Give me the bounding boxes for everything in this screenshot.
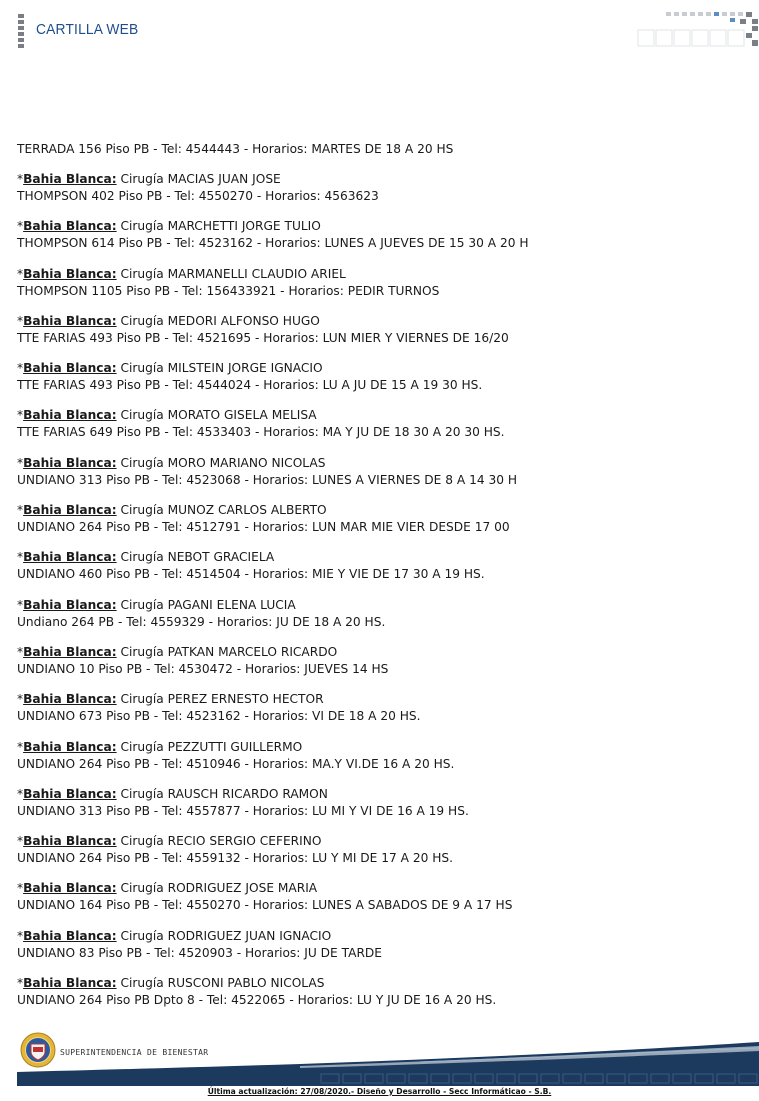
entry-continuation: TERRADA 156 Piso PB - Tel: 4544443 - Horarios: MARTES DE 18 A 20 HS — [17, 142, 454, 156]
entry-detail: UNDIANO 264 Piso PB - Tel: 4510946 - Horarios: MA.Y VI.DE 16 A 20 HS. — [17, 756, 455, 771]
entry-detail: UNDIANO 10 Piso PB - Tel: 4530472 - Horarios: JUEVES 14 HS — [17, 661, 389, 676]
entry-title — [17, 407, 747, 424]
entry-name: Cirugía MORATO GISELA MELISA — [116, 408, 317, 423]
list-item — [17, 880, 747, 914]
entry-name: Cirugía MUNOZ CARLOS ALBERTO — [116, 503, 327, 518]
entry-city: Bahia Blanca: — [23, 597, 117, 612]
entry-prefix: * — [17, 266, 24, 281]
entry-city: Bahia Blanca: — [23, 976, 117, 991]
list-item — [17, 691, 747, 725]
list-item — [17, 975, 747, 1009]
entry-title — [17, 597, 747, 614]
entry-prefix: * — [17, 928, 24, 943]
entry-name: Cirugía NEBOT GRACIELA — [116, 550, 275, 565]
entries-list — [17, 141, 747, 1022]
entry-title — [17, 360, 747, 377]
entry-title — [17, 218, 747, 235]
entry-city: Bahia Blanca: — [23, 881, 117, 896]
entry-prefix: * — [17, 455, 24, 470]
entry-title — [17, 975, 747, 992]
entry-name: Cirugía RECIO SERGIO CEFERINO — [116, 834, 322, 849]
entry-title — [17, 549, 747, 566]
footer-org-name: SUPERINTENDENCIA DE BIENESTAR — [60, 1048, 209, 1057]
entry-prefix: * — [17, 408, 24, 423]
entry-name: Cirugía MORO MARIANO NICOLAS — [116, 455, 326, 470]
entry-title — [17, 644, 747, 661]
entry-city: Bahia Blanca: — [23, 408, 117, 423]
entry-prefix: * — [17, 692, 24, 707]
entry-detail: UNDIANO 264 Piso PB - Tel: 4512791 - Horarios: LUN MAR MIE VIER DESDE 17 00 — [17, 520, 510, 535]
entry-title — [17, 833, 747, 850]
entry-detail: UNDIANO 264 Piso PB Dpto 8 - Tel: 4522065 - Horarios: LU Y JU DE 16 A 20 HS. — [17, 993, 497, 1008]
entry-city: Bahia Blanca: — [23, 503, 117, 518]
entry-title — [17, 313, 747, 330]
entry-prefix: * — [17, 786, 24, 801]
entry-prefix: * — [17, 597, 24, 612]
entry-name: Cirugía PEZZUTTI GUILLERMO — [116, 739, 303, 754]
page-title: CARTILLA WEB — [36, 21, 139, 38]
entry-title — [17, 502, 747, 519]
corner-grid-icon — [636, 12, 759, 48]
entry-title — [17, 739, 747, 756]
entry-prefix: * — [17, 976, 24, 991]
list-item — [17, 218, 747, 252]
entry-detail: UNDIANO 264 Piso PB - Tel: 4559132 - Horarios: LU Y MI DE 17 A 20 HS. — [17, 851, 454, 866]
entry-city: Bahia Blanca: — [23, 455, 117, 470]
entry-detail: UNDIANO 673 Piso PB - Tel: 4523162 - Horarios: VI DE 18 A 20 HS. — [17, 709, 421, 724]
entry-prefix: * — [17, 550, 24, 565]
list-item — [17, 266, 747, 300]
list-item — [17, 833, 747, 867]
entry-name: Cirugía MARCHETTI JORGE TULIO — [116, 219, 321, 234]
entry-prefix: * — [17, 361, 24, 376]
entry-title — [17, 171, 747, 188]
entry-detail: UNDIANO 313 Piso PB - Tel: 4557877 - Horarios: LU MI Y VI DE 16 A 19 HS. — [17, 803, 469, 818]
list-item — [17, 313, 747, 347]
entry-detail: Undiano 264 PB - Tel: 4559329 - Horarios: JU DE 18 A 20 HS. — [17, 614, 386, 629]
entry-title — [17, 880, 747, 897]
entry-name: Cirugía MARMANELLI CLAUDIO ARIEL — [116, 266, 346, 281]
list-item — [17, 171, 747, 205]
entry-name: Cirugía PATKAN MARCELO RICARDO — [116, 644, 338, 659]
entry-name: Cirugía RODRIGUEZ JOSE MARIA — [116, 881, 318, 896]
page-footer — [0, 1026, 759, 1101]
list-item — [17, 786, 747, 820]
entry-city: Bahia Blanca: — [23, 786, 117, 801]
entry-name: Cirugía RUSCONI PABLO NICOLAS — [116, 976, 325, 991]
entry-city: Bahia Blanca: — [23, 361, 117, 376]
entry-prefix: * — [17, 644, 24, 659]
entry-title — [17, 266, 747, 283]
list-item — [17, 928, 747, 962]
entry-title — [17, 928, 747, 945]
entry-name: Cirugía PEREZ ERNESTO HECTOR — [116, 692, 324, 707]
list-item — [17, 360, 747, 394]
entry-prefix: * — [17, 834, 24, 849]
page-header — [0, 0, 759, 60]
entry-prefix: * — [17, 313, 24, 328]
entry-city: Bahia Blanca: — [23, 313, 117, 328]
entry-detail: THOMPSON 402 Piso PB - Tel: 4550270 - Horarios: 4563623 — [17, 189, 379, 203]
entry-detail: THOMPSON 1105 Piso PB - Tel: 156433921 - Horarios: PEDIR TURNOS — [17, 283, 440, 298]
entry-prefix: * — [17, 503, 24, 518]
entry-detail: UNDIANO 313 Piso PB - Tel: 4523068 - Horarios: LUNES A VIERNES DE 8 A 14 30 H — [17, 472, 518, 487]
entry-title — [17, 455, 747, 472]
list-item — [17, 502, 747, 536]
entry-city: Bahia Blanca: — [23, 692, 117, 707]
entry-name: Cirugía PAGANI ELENA LUCIA — [116, 597, 296, 612]
entry-prefix: * — [17, 219, 24, 234]
list-item — [17, 455, 747, 489]
entry-city: Bahia Blanca: — [23, 644, 117, 659]
footer-grid-icon — [319, 1072, 759, 1086]
entry-detail: TTE FARIAS 649 Piso PB - Tel: 4533403 - Horarios: MA Y JU DE 18 30 A 20 30 HS. — [17, 425, 505, 440]
entry-city: Bahia Blanca: — [23, 266, 117, 281]
entry-detail: TTE FARIAS 493 Piso PB - Tel: 4521695 - Horarios: LUN MIER Y VIERNES DE 16/20 — [17, 330, 509, 345]
brand-bar-icon — [18, 14, 24, 48]
entry-city: Bahia Blanca: — [23, 219, 117, 234]
entry-name: Cirugía RODRIGUEZ JUAN IGNACIO — [116, 928, 332, 943]
entry-prefix: * — [17, 739, 24, 754]
entry-detail: UNDIANO 164 Piso PB - Tel: 4550270 - Horarios: LUNES A SABADOS DE 9 A 17 HS — [17, 898, 513, 913]
entry-prefix: * — [17, 881, 24, 896]
entry-name: Cirugía MILSTEIN JORGE IGNACIO — [116, 361, 323, 376]
entry-detail: UNDIANO 460 Piso PB - Tel: 4514504 - Horarios: MIE Y VIE DE 17 30 A 19 HS. — [17, 567, 485, 582]
list-item — [17, 739, 747, 773]
entry-city: Bahia Blanca: — [23, 834, 117, 849]
entry-name: Cirugía RAUSCH RICARDO RAMON — [116, 786, 328, 801]
last-update-text: Última actualización: 27/08/2020.- Diseño y Desarrollo - Secc Informáticao - S.B. — [207, 1087, 552, 1096]
entry-city: Bahia Blanca: — [23, 739, 117, 754]
list-item — [17, 407, 747, 441]
bienestar-seal-icon — [20, 1032, 56, 1068]
entry-prefix: * — [17, 172, 24, 186]
entry-title — [17, 786, 747, 803]
list-item — [17, 644, 747, 678]
entry-title — [17, 691, 747, 708]
entry-container — [17, 171, 747, 1009]
list-item — [17, 549, 747, 583]
list-item — [17, 597, 747, 631]
entry-detail: THOMPSON 614 Piso PB - Tel: 4523162 - Horarios: LUNES A JUEVES DE 15 30 A 20 H — [17, 236, 529, 251]
entry-detail: UNDIANO 83 Piso PB - Tel: 4520903 - Horarios: JU DE TARDE — [17, 945, 383, 960]
entry-name: Cirugía MEDORI ALFONSO HUGO — [116, 313, 320, 328]
entry-city: Bahia Blanca: — [23, 172, 117, 186]
entry-name: Cirugía MACIAS JUAN JOSE — [116, 172, 281, 186]
entry-detail: TTE FARIAS 493 Piso PB - Tel: 4544024 - Horarios: LU A JU DE 15 A 19 30 HS. — [17, 378, 483, 393]
entry-city: Bahia Blanca: — [23, 550, 117, 565]
entry-city: Bahia Blanca: — [23, 928, 117, 943]
